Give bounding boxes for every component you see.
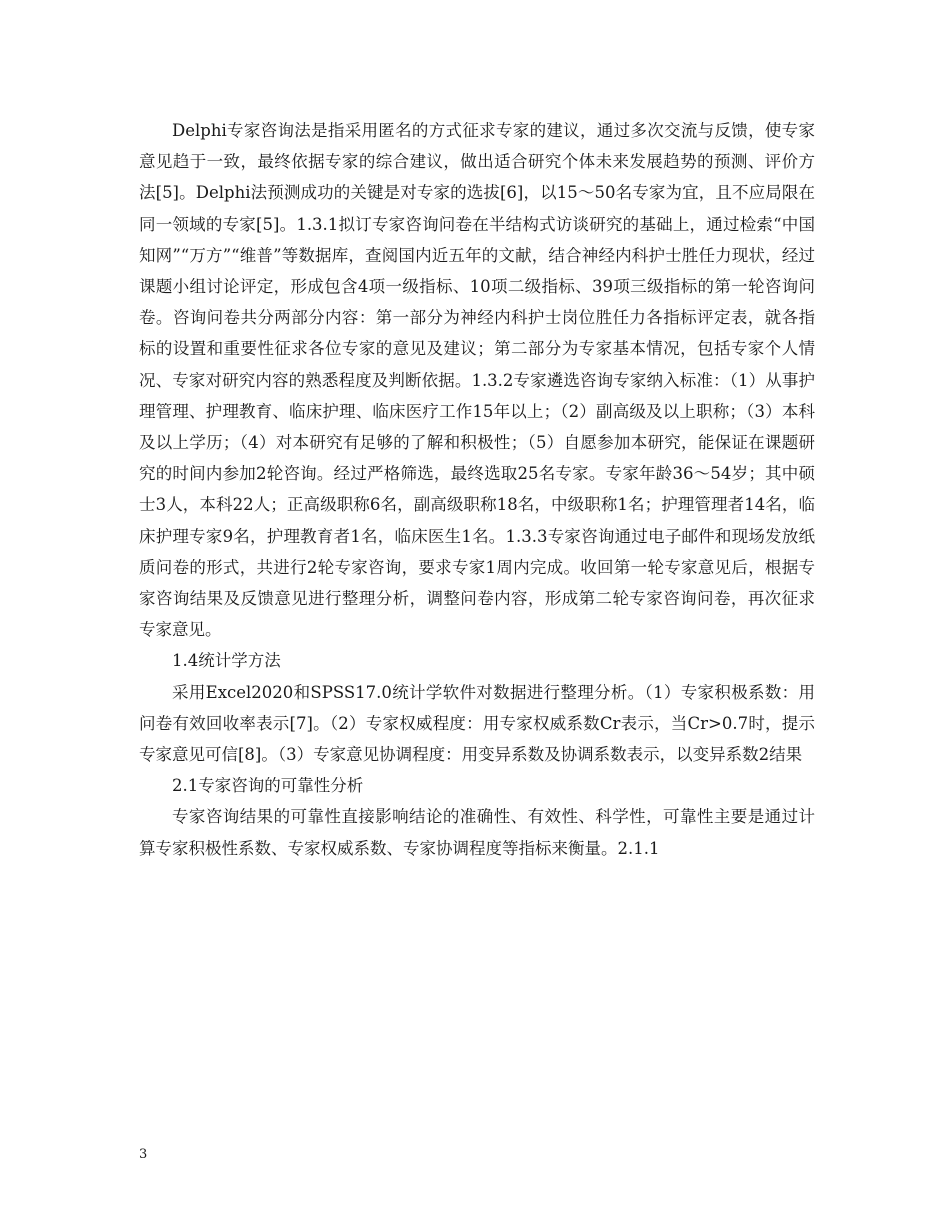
paragraph-delphi-method: Delphi专家咨询法是指采用匿名的方式征求专家的建议，通过多次交流与反馈，使专家意见趋于一致，最终依据专家的综合建议，做出适合研究个体未来发展趋势的预测、评价方法[5]。Delphi法预测成功的关键是对专家的选拔[6]，以15～50名专家为宜，且不应局限在同一领域的专家[5]。1.3.1拟订专家咨询问卷在半结构式访谈研究的基础上，通过检索“中国知网”“万方”“维普”等数据库，查阅国内近五年的文献，结合神经内科护士胜任力现状，经过课题小组讨论评定，形成包含4项一级指标、10项二级指标、39项三级指标的第一轮咨询问卷。咨询问卷共分两部分内容：第一部分为神经内科护士岗位胜任力各指标评定表，就各指标的设置和重要性征求各位专家的意见及建议；第二部分为专家基本情况，包括专家个人情况、专家对研究内容的熟悉程度及判断依据。1.3.2专家遴选咨询专家纳入标准：（1）从事护理管理、护理教育、临床护理、临床医疗工作15年以上；（2）副高级及以上职称；（3）本科及以上学历；（4）对本研究有足够的了解和积极性；（5）自愿参加本研究，能保证在课题研究的时间内参加2轮咨询。经过严格筛选，最终选取25名专家。专家年龄36～54岁；其中硕士3人，本科22人；正高级职称6名，副高级职称18名，中级职称1名；护理管理者14名，临床护理专家9名，护理教育者1名，临床医生1名。1.3.3专家咨询通过电子邮件和现场发放纸质问卷的形式，共进行2轮专家咨询，要求专家1周内完成。收回第一轮专家意见后，根据专家咨询结果及反馈意见进行整理分析，调整问卷内容，形成第二轮专家咨询问卷，再次征求专家意见。 bbox=[139, 121, 815, 640]
page-number: 3 bbox=[139, 1147, 148, 1162]
paragraph-statistics: 采用Excel2020和SPSS17.0统计学软件对数据进行整理分析。（1）专家积极系数：用问卷有效回收率表示[7]。（2）专家权威程度：用专家权威系数Cr表示，当Cr>0.7时，提示专家意见可信[8]。（3）专家意见协调程度：用变异系数及协调系数表示，以变异系数2结果 bbox=[139, 682, 815, 765]
section-heading-statistics: 1.4统计学方法 bbox=[172, 651, 281, 671]
section-heading-reliability: 2.1专家咨询的可靠性分析 bbox=[172, 776, 364, 796]
paragraph-reliability: 专家咨询结果的可靠性直接影响结论的准确性、有效性、科学性，可靠性主要是通过计算专家积极性系数、专家权威系数、专家协调程度等指标来衡量。2.1.1 bbox=[139, 807, 815, 858]
document-body bbox=[139, 115, 815, 864]
